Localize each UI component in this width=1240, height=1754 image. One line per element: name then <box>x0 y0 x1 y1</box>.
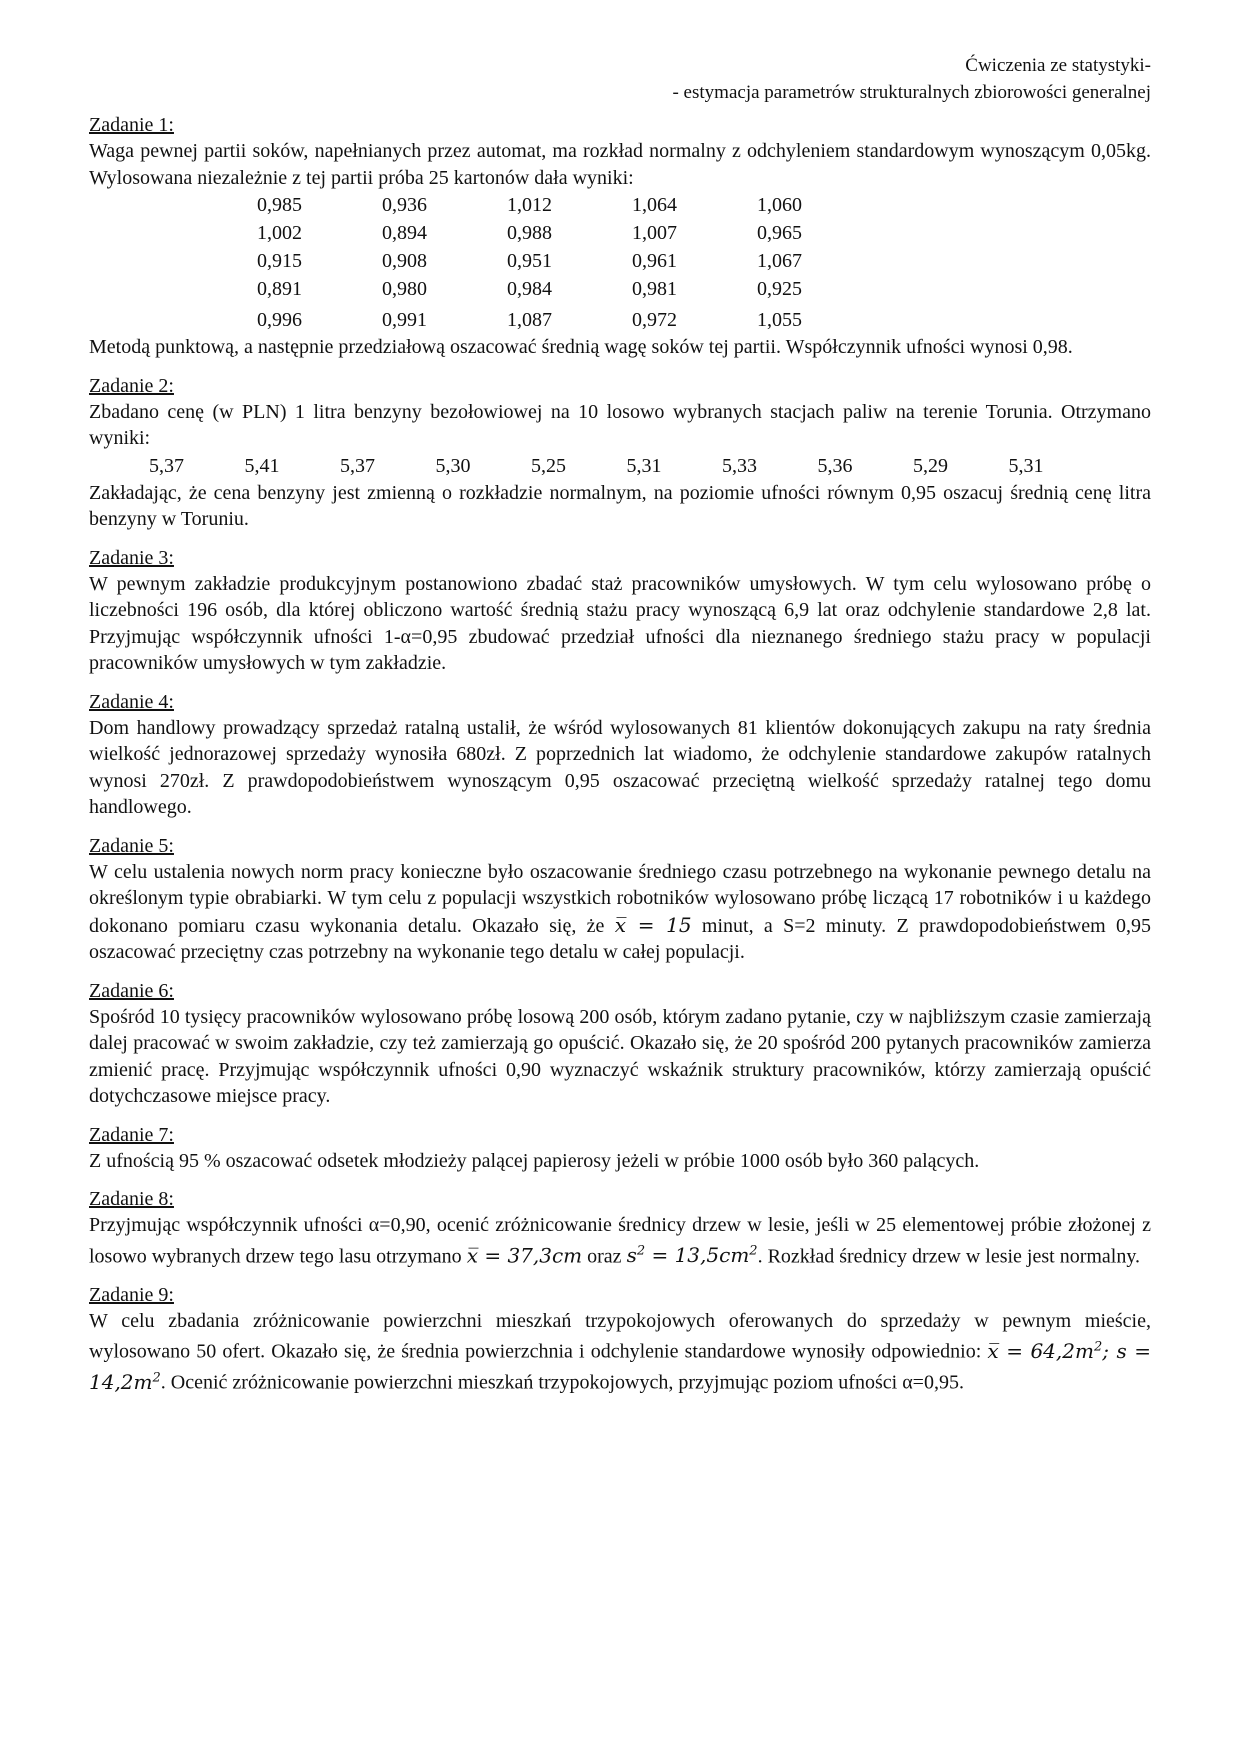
table-cell: 0,891 <box>257 278 302 300</box>
task-7 <box>89 1122 1151 1175</box>
table-cell: 1,087 <box>507 309 552 331</box>
task-title: Zadanie 9: <box>89 1283 174 1306</box>
table-cell: 0,984 <box>507 278 552 300</box>
table-cell: 0,985 <box>257 194 302 216</box>
task-text-part: minut, a S=2 minuty. Z prawdopodobieństwem 0,95 oszacować przeciętny czas potrzebny na wykonanie tego detalu w całej populacji. <box>89 914 1151 963</box>
document-page <box>89 52 1151 1396</box>
task-text: W pewnym zakładzie produkcyjnym postanowiono zbadać staż pracowników umysłowych. W tym celu wylosowano próbę o liczebności 196 osób, dla której obliczono wartość średnią stażu pracy wynoszącą 6,9 lat oraz odchylenie standardowe 2,8 lat. Przyjmując współczynnik ufności 1-α=0,95 zbudować przedział ufności dla nieznanego średniego stażu pracy w populacji pracowników umysłowych w tym zakładzie. <box>89 572 1151 674</box>
task-text <box>89 859 1151 966</box>
table-cell: 1,002 <box>257 222 302 244</box>
data-row <box>149 452 1151 480</box>
task-title: Zadanie 3: <box>89 546 174 569</box>
task-title: Zadanie 4: <box>89 690 174 713</box>
task-4 <box>89 689 1151 821</box>
task-text-part: W celu zbadania zróżnicowanie powierzchni mieszkań trzypokojowych oferowanych do sprzedaży w pewnym mieście, wylosowano 50 ofert. Okazało się, że średnia powierzchnia i odchylenie standardowe wynosiły odpowiednio: <box>89 1309 1151 1363</box>
table-cell: 0,925 <box>757 278 802 300</box>
task-text-part: . Ocenić zróżnicowanie powierzchni mieszkań trzypokojowych, przyjmując poziom ufności α=0,95. <box>160 1371 964 1394</box>
math-formula <box>627 1243 758 1267</box>
table-cell: 0,991 <box>382 309 427 331</box>
table-cell: 5,33 <box>722 454 757 477</box>
task-title: Zadanie 5: <box>89 834 174 857</box>
task-title: Zadanie 7: <box>89 1123 174 1146</box>
table-cell: 1,007 <box>632 222 677 244</box>
task-title: Zadanie 2: <box>89 374 174 397</box>
table-cell: 5,41 <box>244 454 280 477</box>
table-cell: 0,988 <box>507 222 552 244</box>
table-cell: 0,965 <box>757 222 802 244</box>
task-6 <box>89 978 1151 1110</box>
task-text <box>89 1212 1151 1270</box>
math-symbol: ; <box>1102 1338 1117 1363</box>
task-text: Metodą punktową, a następnie przedziałową oszacować średnią wagę soków tej partii. Współczynnik ufności wynosi 0,98. <box>89 336 1073 358</box>
task-text: Waga pewnej partii soków, napełnianych przez automat, ma rozkład normalny z odchyleniem standardowym wynoszącym 0,05kg. Wylosowana niezależnie z tej partii próba 25 kartonów dała wyniki: <box>89 140 1151 189</box>
math-formula: x̅ = 15 <box>614 912 692 937</box>
task-text: Zbadano cenę (w PLN) 1 litra benzyny bezołowiowej na 10 losowo wybranych stacjach paliw na terenie Torunia. Otrzymano wyniki: <box>89 400 1151 449</box>
table-cell: 1,055 <box>757 309 802 331</box>
math-symbol: = 13,5cm <box>645 1243 750 1268</box>
math-exponent: 2 <box>1093 1339 1103 1355</box>
task-text: Zakładając, że cena benzyny jest zmienną o rozkładzie normalnym, na poziomie ufności równym 0,95 oszacuj średnią cenę litra benzyny w Toruniu. <box>89 481 1151 530</box>
table-cell: 1,064 <box>632 194 677 216</box>
task-title: Zadanie 1: <box>89 114 174 136</box>
table-cell: 0,980 <box>382 278 427 300</box>
table-cell: 0,936 <box>382 194 427 216</box>
table-cell: 5,37 <box>149 454 184 477</box>
table-cell: 0,972 <box>632 309 677 331</box>
table-cell: 5,36 <box>817 454 853 477</box>
task-text <box>89 1308 1151 1397</box>
math-symbol: s <box>626 1243 637 1268</box>
task-text: Z ufnością 95 % oszacować odsetek młodzieży palącej papierosy jeżeli w próbie 1000 osób było 360 palących. <box>89 1149 980 1172</box>
task-text-part: W celu ustalenia nowych norm pracy konieczne było oszacowanie średniego czasu potrzebnego na wykonanie pewnego detalu na określonym typie obrabiarki. W tym celu z populacji wszystkich robotników wylosowano próbę liczącą 17 robotników i u każdego dokonano pomiaru czasu wykonania detalu. Okazało się, że <box>89 860 1151 937</box>
math-symbol: x̅ = 64,2m <box>987 1338 1094 1363</box>
header-line-2: - estymacja parametrów strukturalnych zbiorowości generalnej <box>672 82 1151 103</box>
task-title: Zadanie 8: <box>89 1188 174 1210</box>
math-exponent: 2 <box>636 1243 646 1259</box>
table-cell: 0,961 <box>632 250 677 272</box>
data-table <box>257 191 1151 334</box>
table-cell: 0,951 <box>507 250 552 272</box>
table-cell: 5,37 <box>340 454 375 477</box>
task-5 <box>89 833 1151 966</box>
math-exponent: 2 <box>749 1243 758 1259</box>
table-cell: 1,067 <box>757 250 802 272</box>
document-header <box>89 52 1151 106</box>
table-cell: 5,31 <box>626 454 662 477</box>
task-text: Spośród 10 tysięcy pracowników wylosowano próbę losową 200 osób, którym zadano pytanie, czy w najbliższym czasie zamierzają dalej pracować w swoim zakładzie, czy też zamierzają go opuścić. Okazało się, że 20 spośród 200 pytanych pracowników zamierza zmienić pracę. Przyjmując współczynnik ufności 0,90 wyznaczyć wskaźnik struktury pracowników, którzy zamierzają opuścić dotychczasowe miejsce pracy. <box>89 1005 1151 1107</box>
task-title: Zadanie 6: <box>89 979 174 1002</box>
task-9 <box>89 1282 1151 1397</box>
header-line-1: Ćwiczenia ze statystyki- <box>965 55 1151 76</box>
math-symbol: s = 14,2m <box>89 1338 1151 1394</box>
table-cell: 0,894 <box>382 222 427 244</box>
math-formula: x̅ = 37,3cm <box>466 1243 583 1268</box>
task-text-part: . Rozkład średnicy drzew w lesie jest normalny. <box>757 1245 1141 1268</box>
table-cell: 1,060 <box>757 194 802 216</box>
table-cell: 0,915 <box>257 250 302 272</box>
math-exponent: 2 <box>152 1370 161 1386</box>
task-text: Dom handlowy prowadzący sprzedaż ratalną ustalił, że wśród wylosowanych 81 klientów dokonujących zakupu na raty średnia wielkość jednorazowej sprzedaży wynosiła 680zł. Z poprzednich lat wiadomo, że odchylenie standardowe zakupów ratalnych wynosi 270zł. Z prawdopodobieństwem wynoszącym 0,95 oszacować przeciętną wielkość sprzedaży ratalnej tego domu handlowego. <box>89 716 1151 818</box>
task-3 <box>89 545 1151 677</box>
table-cell: 0,908 <box>382 250 427 272</box>
table-cell: 5,25 <box>531 454 566 477</box>
task-1 <box>89 112 1151 361</box>
task-2 <box>89 373 1151 533</box>
table-cell: 1,012 <box>507 194 552 216</box>
task-8 <box>89 1186 1151 1270</box>
table-cell: 5,30 <box>435 454 471 477</box>
table-cell: 0,996 <box>257 309 302 331</box>
table-cell: 5,31 <box>1008 454 1044 477</box>
table-cell: 5,29 <box>913 454 948 477</box>
table-cell: 0,981 <box>632 278 677 300</box>
task-text-part: Przyjmując współczynnik ufności α=0,90, ocenić zróżnicowanie średnicy drzew w lesie, jeśli w 25 elementowej próbie złożonej z losowo wybranych drzew tego lasu otrzymano <box>89 1214 1151 1268</box>
task-text-part: oraz <box>582 1245 627 1268</box>
